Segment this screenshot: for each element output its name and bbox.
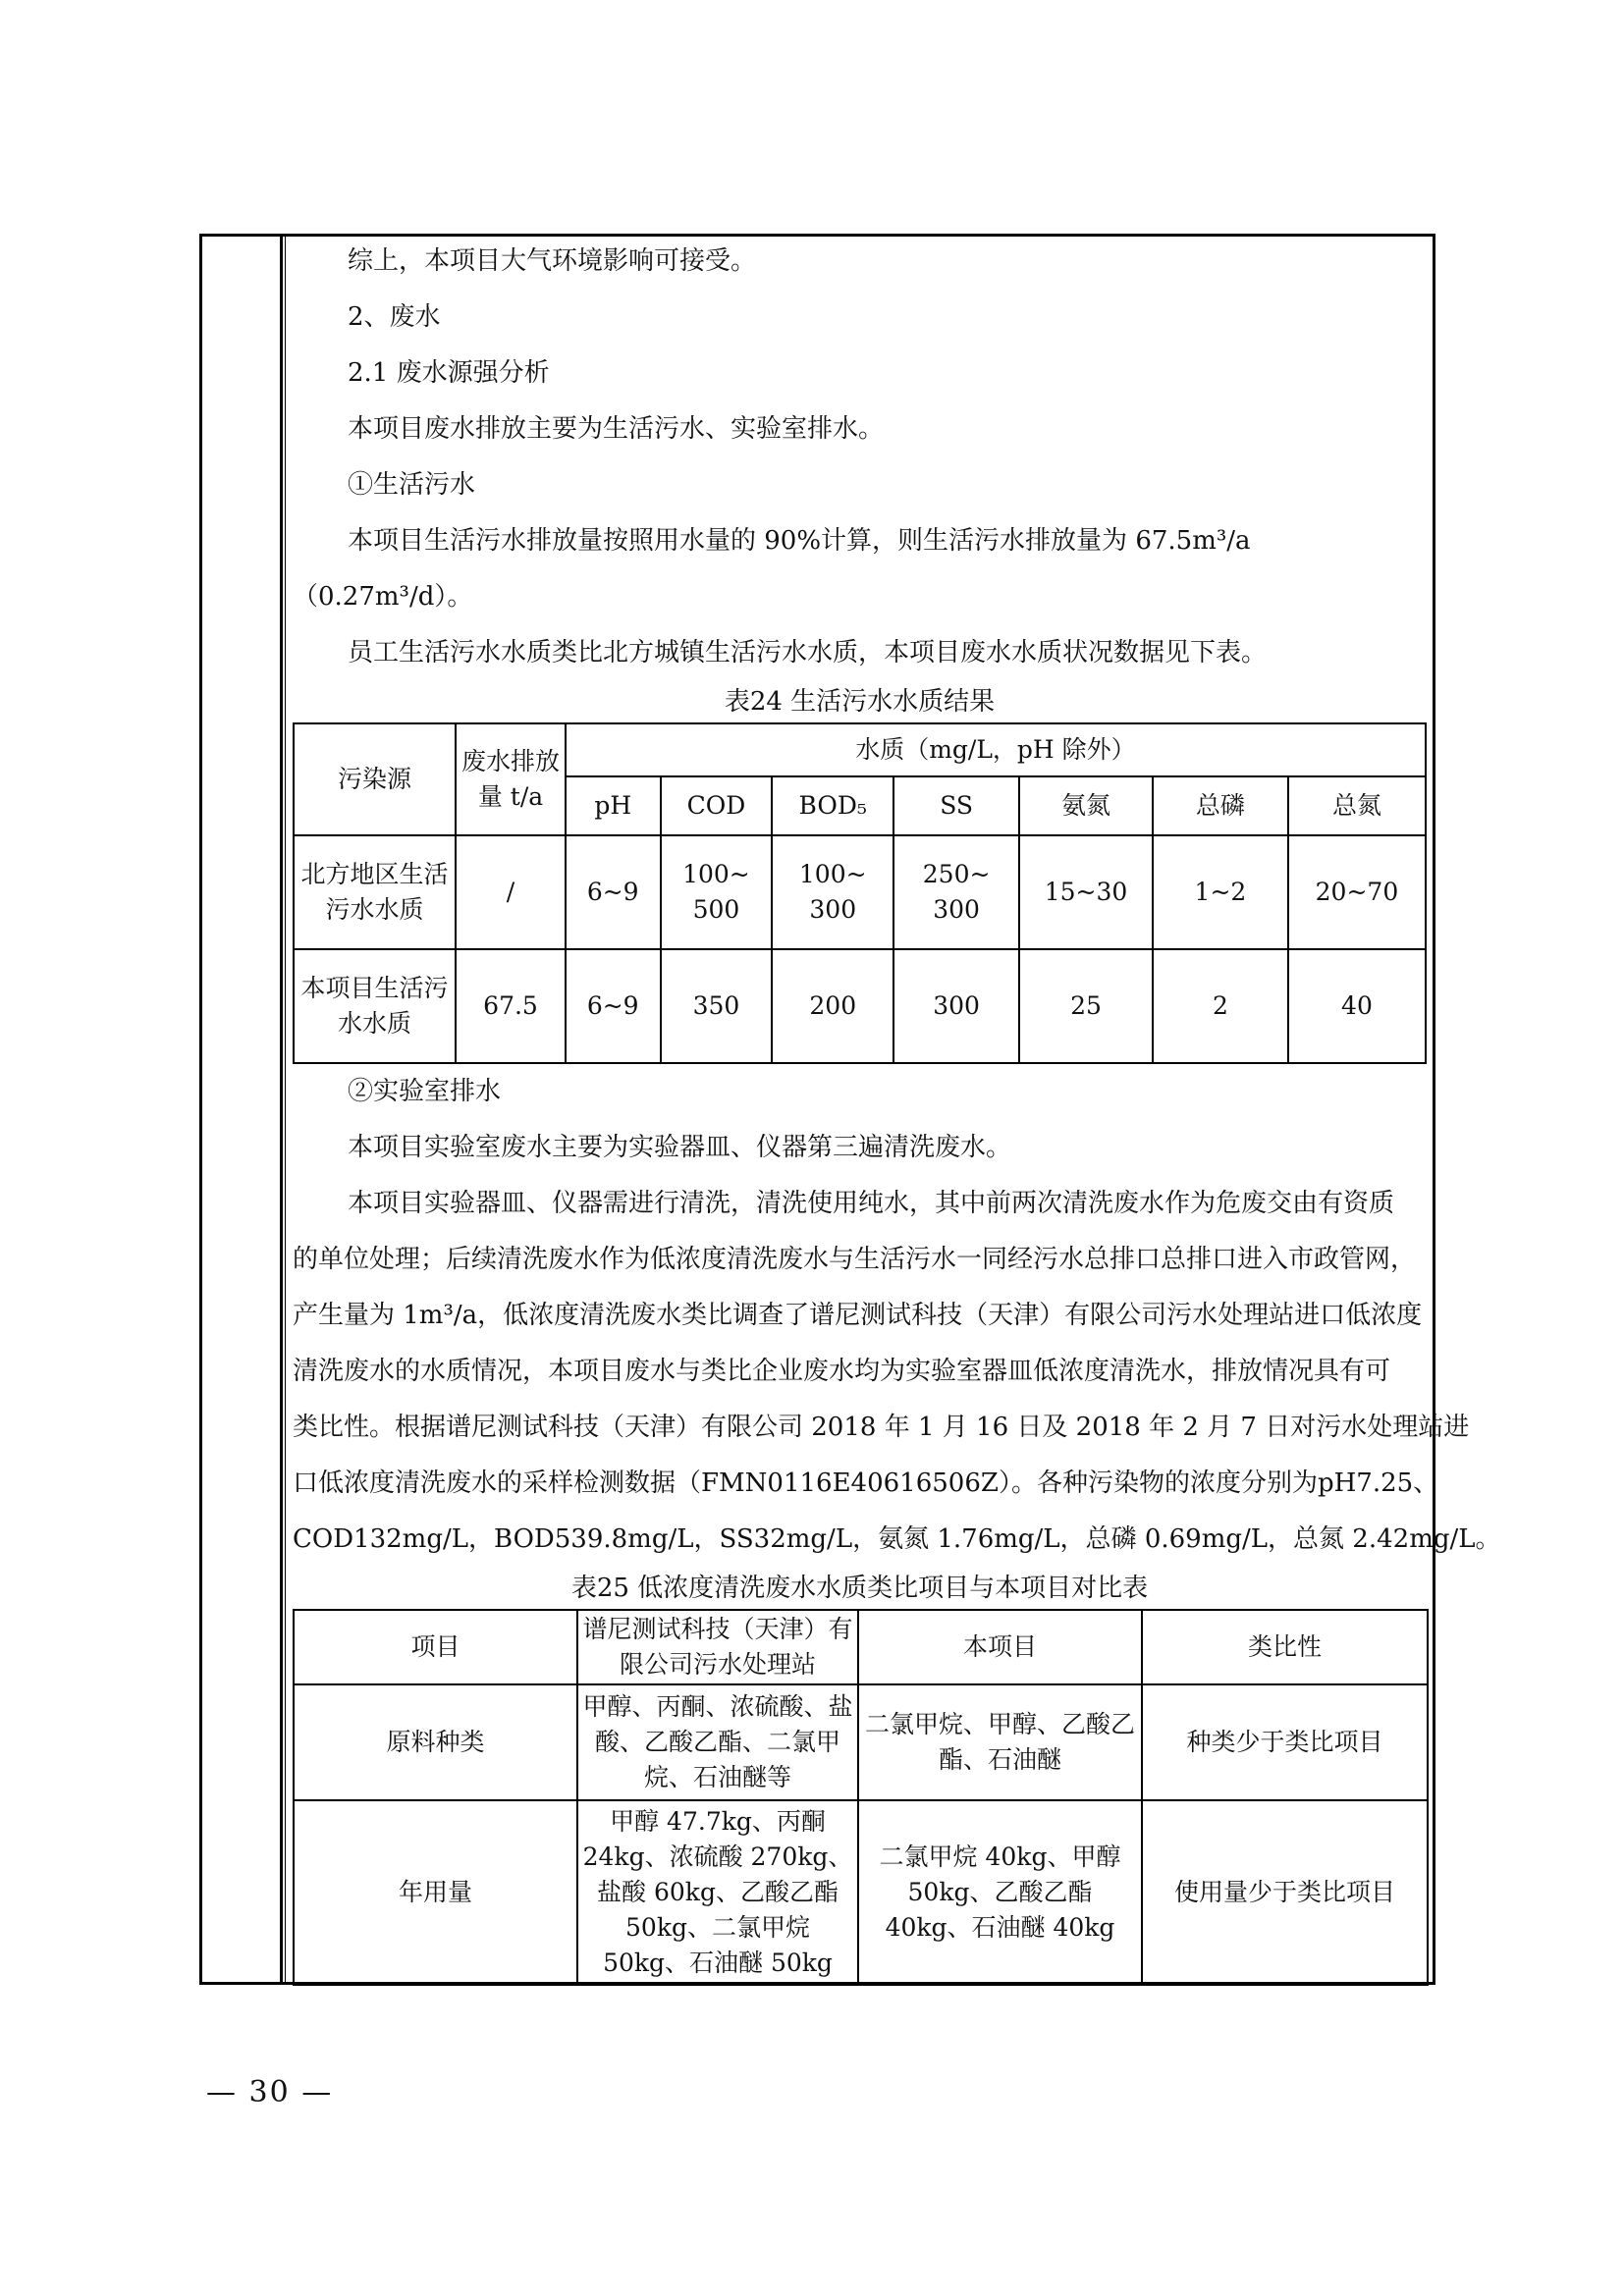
table25-cell-ref: 甲醇、丙酮、浓硫酸、盐酸、乙酸乙酯、二氯甲烷、石油醚等 [577, 1684, 858, 1800]
page-number: — 30 — [206, 2075, 334, 2109]
table-row [294, 949, 1426, 1063]
frame-divider-thin [285, 234, 286, 1985]
table25-cell-this: 二氯甲烷 40kg、甲醇 50kg、乙酸乙酯 40kg、石油醚 40kg [858, 1800, 1142, 1985]
table25-cell-result: 使用量少于类比项目 [1142, 1800, 1428, 1985]
table24-col-header: 总磷 [1153, 776, 1288, 835]
paragraph: 本项目废水排放主要为生活污水、实验室排水。 [348, 414, 885, 444]
paragraph: 口低浓度清洗废水的采样检测数据（FMN0116E40616506Z）。各种污染物的浓度分别为pH7.25、 [293, 1468, 1439, 1498]
table24-header-source: 污染源 [294, 723, 456, 835]
table25-cell-ref: 甲醇 47.7kg、丙酮 24kg、浓硫酸 270kg、盐酸 60kg、乙酸乙酯 50kg、二氯甲烷 50kg、石油醚 50kg [577, 1800, 858, 1985]
table24-header-quality: 水质（mg/L，pH 除外） [566, 723, 1426, 776]
table24-col-header: BOD₅ [772, 776, 893, 835]
table24 [293, 722, 1427, 1064]
table-row [294, 1800, 1428, 1985]
table24-caption: 表24 生活污水水质结果 [724, 687, 996, 717]
table24-cell: 1~2 [1153, 835, 1288, 949]
paragraph: 产生量为 1m³/a，低浓度清洗废水类比调查了谱尼测试科技（天津）有限公司污水处理站进口低浓度 [293, 1301, 1423, 1330]
table24-col-header: 氨氮 [1019, 776, 1153, 835]
paragraph: 类比性。根据谱尼测试科技（天津）有限公司 2018 年 1 月 16 日及 2018 年 2 月 7 日对污水处理站进 [293, 1413, 1470, 1442]
table24-cell: 6~9 [566, 949, 661, 1063]
table25-cell-result: 种类少于类比项目 [1142, 1684, 1428, 1800]
paragraph: 本项目实验室废水主要为实验器皿、仪器第三遍清洗废水。 [348, 1133, 1012, 1162]
table24-col-header: 总氮 [1288, 776, 1426, 835]
paragraph: 综上，本项目大气环境影响可接受。 [348, 246, 757, 276]
table25-cell-item: 原料种类 [294, 1684, 577, 1800]
table25-cell-this: 二氯甲烷、甲醇、乙酸乙酯、石油醚 [858, 1684, 1142, 1800]
table24-col-header: SS [893, 776, 1019, 835]
section-heading: 2、废水 [348, 302, 441, 332]
paragraph: 本项目实验器皿、仪器需进行清洗，清洗使用纯水，其中前两次清洗废水作为危废交由有资质 [348, 1189, 1395, 1218]
paragraph: 清洗废水的水质情况，本项目废水与类比企业废水均为实验室器皿低浓度清洗水，排放情况具有可 [293, 1357, 1391, 1386]
table24-cell: 15~30 [1019, 835, 1153, 949]
table24-cell: 2 [1153, 949, 1288, 1063]
table24-cell: 300 [893, 949, 1019, 1063]
table24-cell-source: 北方地区生活污水水质 [294, 835, 456, 949]
paragraph: COD132mg/L，BOD539.8mg/L，SS32mg/L，氨氮 1.76mg/L，总磷 0.69mg/L，总氮 2.42mg/L。 [293, 1524, 1501, 1554]
item-heading: ①生活污水 [348, 470, 476, 500]
table24-cell: 100~ 300 [772, 835, 893, 949]
main-content [293, 234, 1501, 1986]
table25 [293, 1609, 1429, 1986]
table25-header: 谱尼测试科技（天津）有限公司污水处理站 [577, 1610, 858, 1684]
subsection-heading: 2.1 废水源强分析 [348, 358, 550, 388]
table24-cell: 200 [772, 949, 893, 1063]
table24-col-header: pH [566, 776, 661, 835]
table24-cell: 40 [1288, 949, 1426, 1063]
table24-cell: 6~9 [566, 835, 661, 949]
table-row [294, 835, 1426, 949]
item-heading: ②实验室排水 [348, 1077, 502, 1106]
paragraph: 员工生活污水水质类比北方城镇生活污水水质，本项目废水水质状况数据见下表。 [348, 638, 1268, 667]
table25-header: 类比性 [1142, 1610, 1428, 1684]
table24-cell: 25 [1019, 949, 1153, 1063]
table24-header-discharge: 废水排放量 t/a [456, 723, 566, 835]
table24-cell-discharge: / [456, 835, 566, 949]
table24-col-header: COD [661, 776, 773, 835]
table25-header: 本项目 [858, 1610, 1142, 1684]
table24-cell: 20~70 [1288, 835, 1426, 949]
table24-cell: 350 [661, 949, 773, 1063]
paragraph: 的单位处理；后续清洗废水作为低浓度清洗废水与生活污水一同经污水总排口总排口进入市政管网， [293, 1245, 1417, 1274]
paragraph: （0.27m³/d）。 [293, 582, 473, 612]
table25-caption: 表25 低浓度清洗废水水质类比项目与本项目对比表 [570, 1574, 1149, 1603]
table-row [294, 1684, 1428, 1800]
table24-cell: 250~ 300 [893, 835, 1019, 949]
table24-cell: 100~ 500 [661, 835, 773, 949]
table24-cell-source: 本项目生活污水水质 [294, 949, 456, 1063]
paragraph: 本项目生活污水排放量按照用水量的 90%计算，则生活污水排放量为 67.5m³/a [348, 526, 1251, 556]
table24-cell-discharge: 67.5 [456, 949, 566, 1063]
frame-divider [280, 234, 283, 1985]
table25-cell-item: 年用量 [294, 1800, 577, 1985]
table25-header: 项目 [294, 1610, 577, 1684]
